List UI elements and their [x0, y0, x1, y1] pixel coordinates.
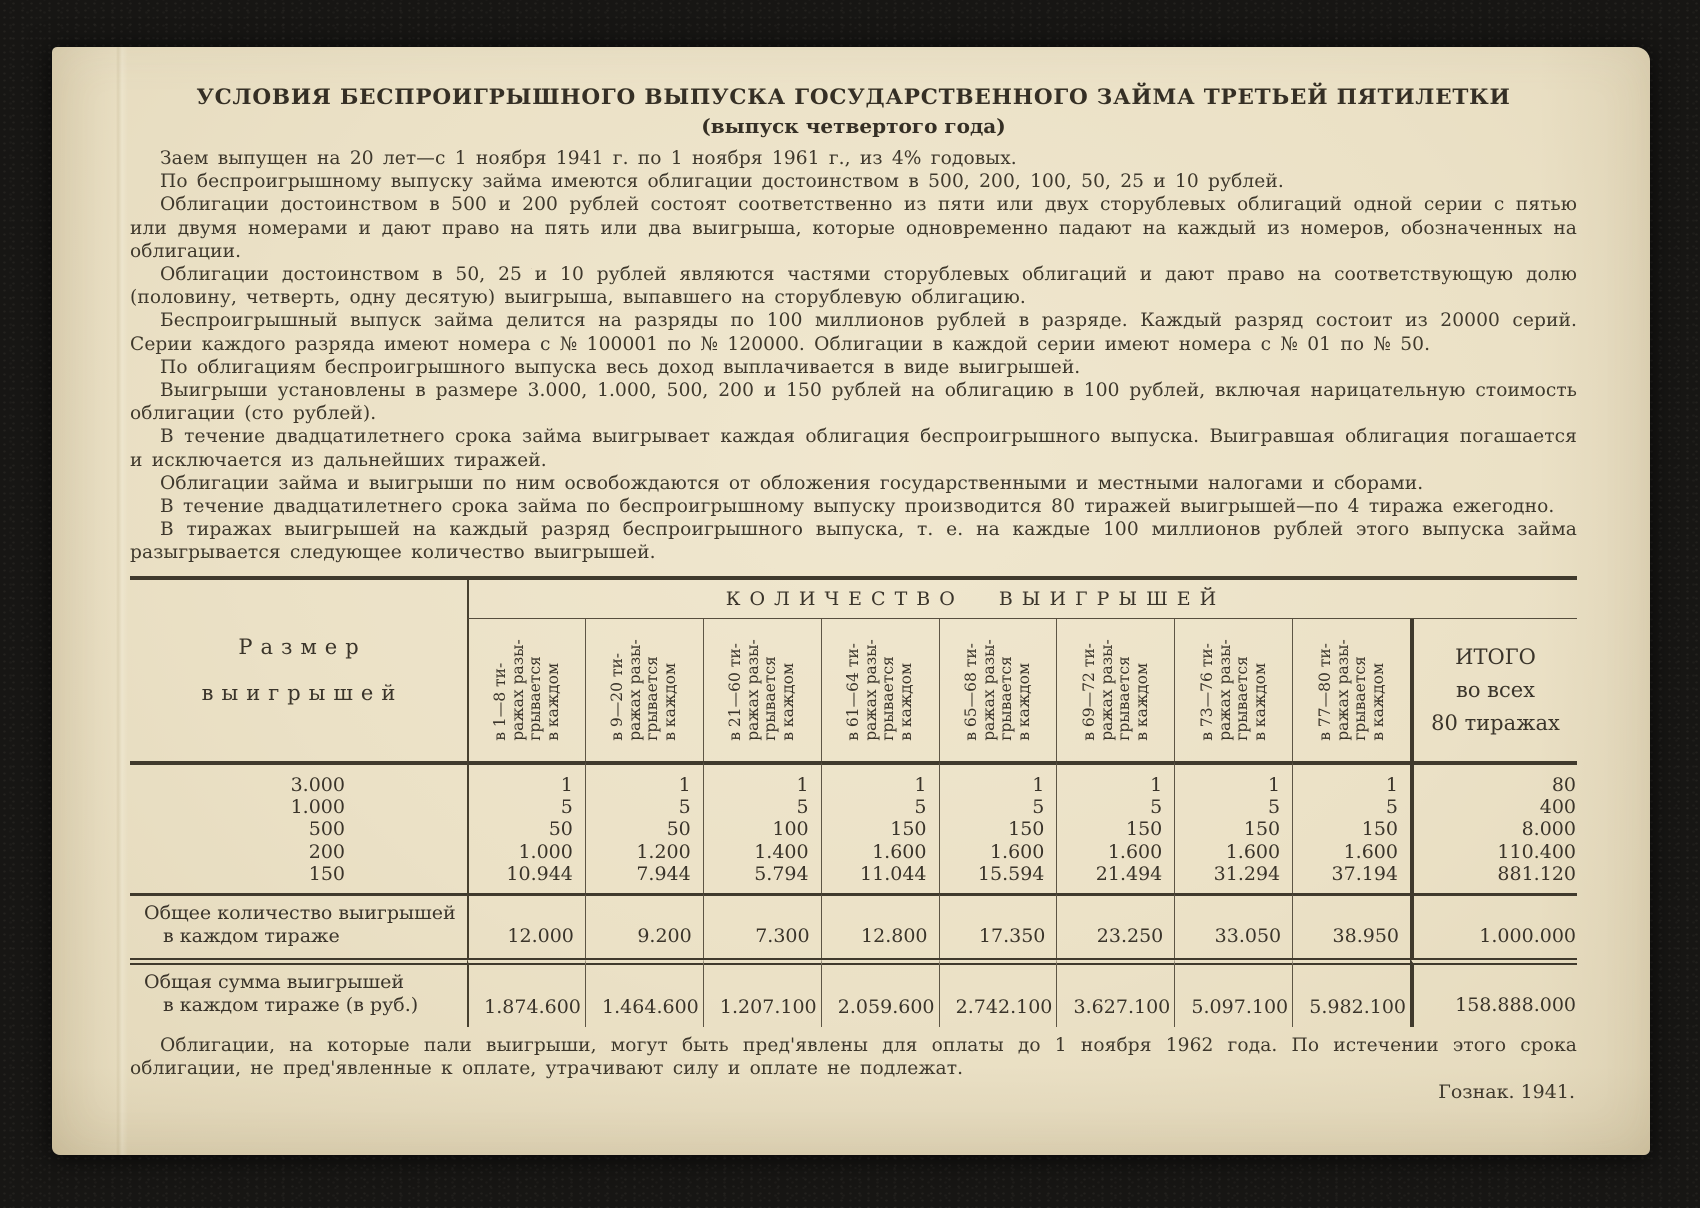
- summary-count-total: 1.000.000: [1410, 893, 1577, 958]
- summary-count-value: 7.300: [703, 893, 821, 958]
- column-header-draws-77-80: в 77—80 ти- ражах разы- грывается в каждом: [1292, 619, 1410, 761]
- document-title: УСЛОВИЯ БЕСПРОИГРЫШНОГО ВЫПУСКА ГОСУДАРСТВЕННОГО ЗАЙМА ТРЕТЬЕЙ ПЯТИЛЕТКИ: [196, 85, 1511, 110]
- counts-column-6: 1 5 150 1.600 21.494: [1056, 761, 1174, 893]
- counts-column-7: 1 5 150 1.600 31.294: [1174, 761, 1292, 893]
- paragraph-7: Выигрыши установлены в размере 3.000, 1.000, 500, 200 и 150 рублей на облигацию в 100 рублей, включая нарицательную стоимость облигации (сто рублей).: [130, 380, 1577, 425]
- summary-count-value: 23.250: [1056, 893, 1174, 958]
- table-group-header: КОЛИЧЕСТВО ВЫИГРЫШЕЙ: [467, 580, 1577, 619]
- paragraph-10: В течение двадцатилетнего срока займа по беспроигрышному выпуску производится 80 тиражей выигрышей—по 4 тиража ежегодно.: [160, 496, 1555, 518]
- summary-sum-total: 158.888.000: [1410, 958, 1577, 1027]
- paragraph-4: Облигации достоинством в 50, 25 и 10 рублей являются частями сторублевых облигаций и дают право на соответствующую долю (половину, четверть, одну десятую) выигрыша, выпавшего на сторублевую облигацию.: [130, 264, 1577, 309]
- counts-column-3: 1 5 100 1.400 5.794: [703, 761, 821, 893]
- paragraph-6: По облигациям беспроигрышного выпуска весь доход выплачивается в виде выигрышей.: [160, 356, 1081, 378]
- column-header-draws-65-68: в 65—68 ти- ражах разы- грывается в каждом: [939, 619, 1057, 761]
- table-row-header: [130, 580, 467, 761]
- column-header-draws-21-60: в 21—60 ти- ражах разы- грывается в каждом: [703, 619, 821, 761]
- summary-sum-value: 5.982.100: [1292, 958, 1410, 1027]
- counts-column-8: 1 5 150 1.600 37.194: [1292, 761, 1410, 893]
- counts-column-2: 1 5 50 1.200 7.944: [585, 761, 703, 893]
- summary-sum-value: 1.207.100: [703, 958, 821, 1027]
- summary-count-value: 12.800: [821, 893, 939, 958]
- summary-sum-value: 5.097.100: [1174, 958, 1292, 1027]
- summary-count-value: 9.200: [585, 893, 703, 958]
- column-header-draws-9-20: в 9—20 ти- ражах разы- грывается в каждом: [585, 619, 703, 761]
- closing-paragraph: Облигации, на которые пали выигрыши, могут быть пред'явлены для оплаты до 1 ноября 1962 года. По истечении этого срока облигации, не пред'явленные к оплате, утрачивают силу и оплате не подлежат.: [130, 1034, 1577, 1079]
- summary-count-label: Общее количество выигрышей в каждом тираже: [130, 893, 467, 958]
- paragraph-3: Облигации достоинством в 500 и 200 рублей состоят соответственно из пяти или двух сторублевых облигаций одной серии с пятью или двумя номерами и дают право на пять или два выигрыша, которые одновременно падают на каждый из номеров, обозначенных на облигации.: [130, 194, 1577, 262]
- summary-sum-value: 2.059.600: [821, 958, 939, 1027]
- column-header-draws-1-8: в 1—8 ти- ражах разы- грывается в каждом: [467, 619, 585, 761]
- counts-column-5: 1 5 150 1.600 15.594: [939, 761, 1057, 893]
- column-header-draws-73-76: в 73—76 ти- ражах разы- грывается в каждом: [1174, 619, 1292, 761]
- column-header-draws-69-72: в 69—72 ти- ражах разы- грывается в каждом: [1056, 619, 1174, 761]
- paragraph-11: В тиражах выигрышей на каждый разряд беспроигрышного выпуска, т. е. на каждые 100 миллионов рублей этого выпуска займа разыгрывается следующее количество выигрышей.: [130, 519, 1577, 564]
- paragraph-5: Беспроигрышный выпуск займа делится на разряды по 100 миллионов рублей в разряде. Каждый разряд состоит из 20000 серий. Серии каждого разряда имеют номера с № 100001 по № 120000. Облигации в каждой серии имеют номера с № 01 по № 50.: [130, 310, 1577, 355]
- paragraph-1: Заем выпущен на 20 лет—с 1 ноября 1941 г. по 1 ноября 1961 г., из 4% годовых.: [160, 148, 1017, 169]
- counts-column-1: 1 5 50 1.000 10.944: [467, 761, 585, 893]
- column-header-draws-61-64: в 61—64 ти- ражах разы- грывается в каждом: [821, 619, 939, 761]
- printer-imprint: Гознак. 1941.: [1438, 1081, 1575, 1104]
- summary-count-value: 17.350: [939, 893, 1057, 958]
- row-header-line1: Размер: [238, 635, 367, 660]
- bond-document-paper: [52, 47, 1650, 1155]
- totals-column: 80 400 8.000 110.400 881.120: [1410, 761, 1577, 893]
- document-subtitle: (выпуск четвертого года): [701, 114, 1006, 138]
- prize-size-column: 3.000 1.000 500 200 150: [130, 761, 467, 893]
- summary-count-value: 33.050: [1174, 893, 1292, 958]
- paragraph-9: Облигации займа и выигрыши по ним освобождаются от обложения государственными и местными налогами и сборами.: [160, 472, 1424, 494]
- counts-column-4: 1 5 150 1.600 11.044: [821, 761, 939, 893]
- row-header-line2: выигрышей: [201, 681, 404, 706]
- summary-count-value: 12.000: [467, 893, 585, 958]
- summary-sum-value: 2.742.100: [939, 958, 1057, 1027]
- summary-count-value: 38.950: [1292, 893, 1410, 958]
- summary-sum-value: 1.874.600: [467, 958, 585, 1027]
- summary-sum-value: 1.464.600: [585, 958, 703, 1027]
- winnings-table: [130, 576, 1577, 1027]
- summary-sum-label: Общая сумма выигрышей в каждом тираже (в руб.): [130, 958, 467, 1027]
- summary-sum-value: 3.627.100: [1056, 958, 1174, 1027]
- paragraph-8: В течение двадцатилетнего срока займа выигрывает каждая облигация беспроигрышного выпуска. Выигравшая облигация погашается и исключается из дальнейших тиражей.: [130, 426, 1577, 471]
- column-header-total: ИТОГО во всех 80 тиражах: [1410, 619, 1577, 761]
- paragraph-2: По беспроигрышному выпуску займа имеются облигации достоинством в 500, 200, 100, 50, 25 и 10 рублей.: [160, 171, 1284, 193]
- document-content: [130, 85, 1577, 1103]
